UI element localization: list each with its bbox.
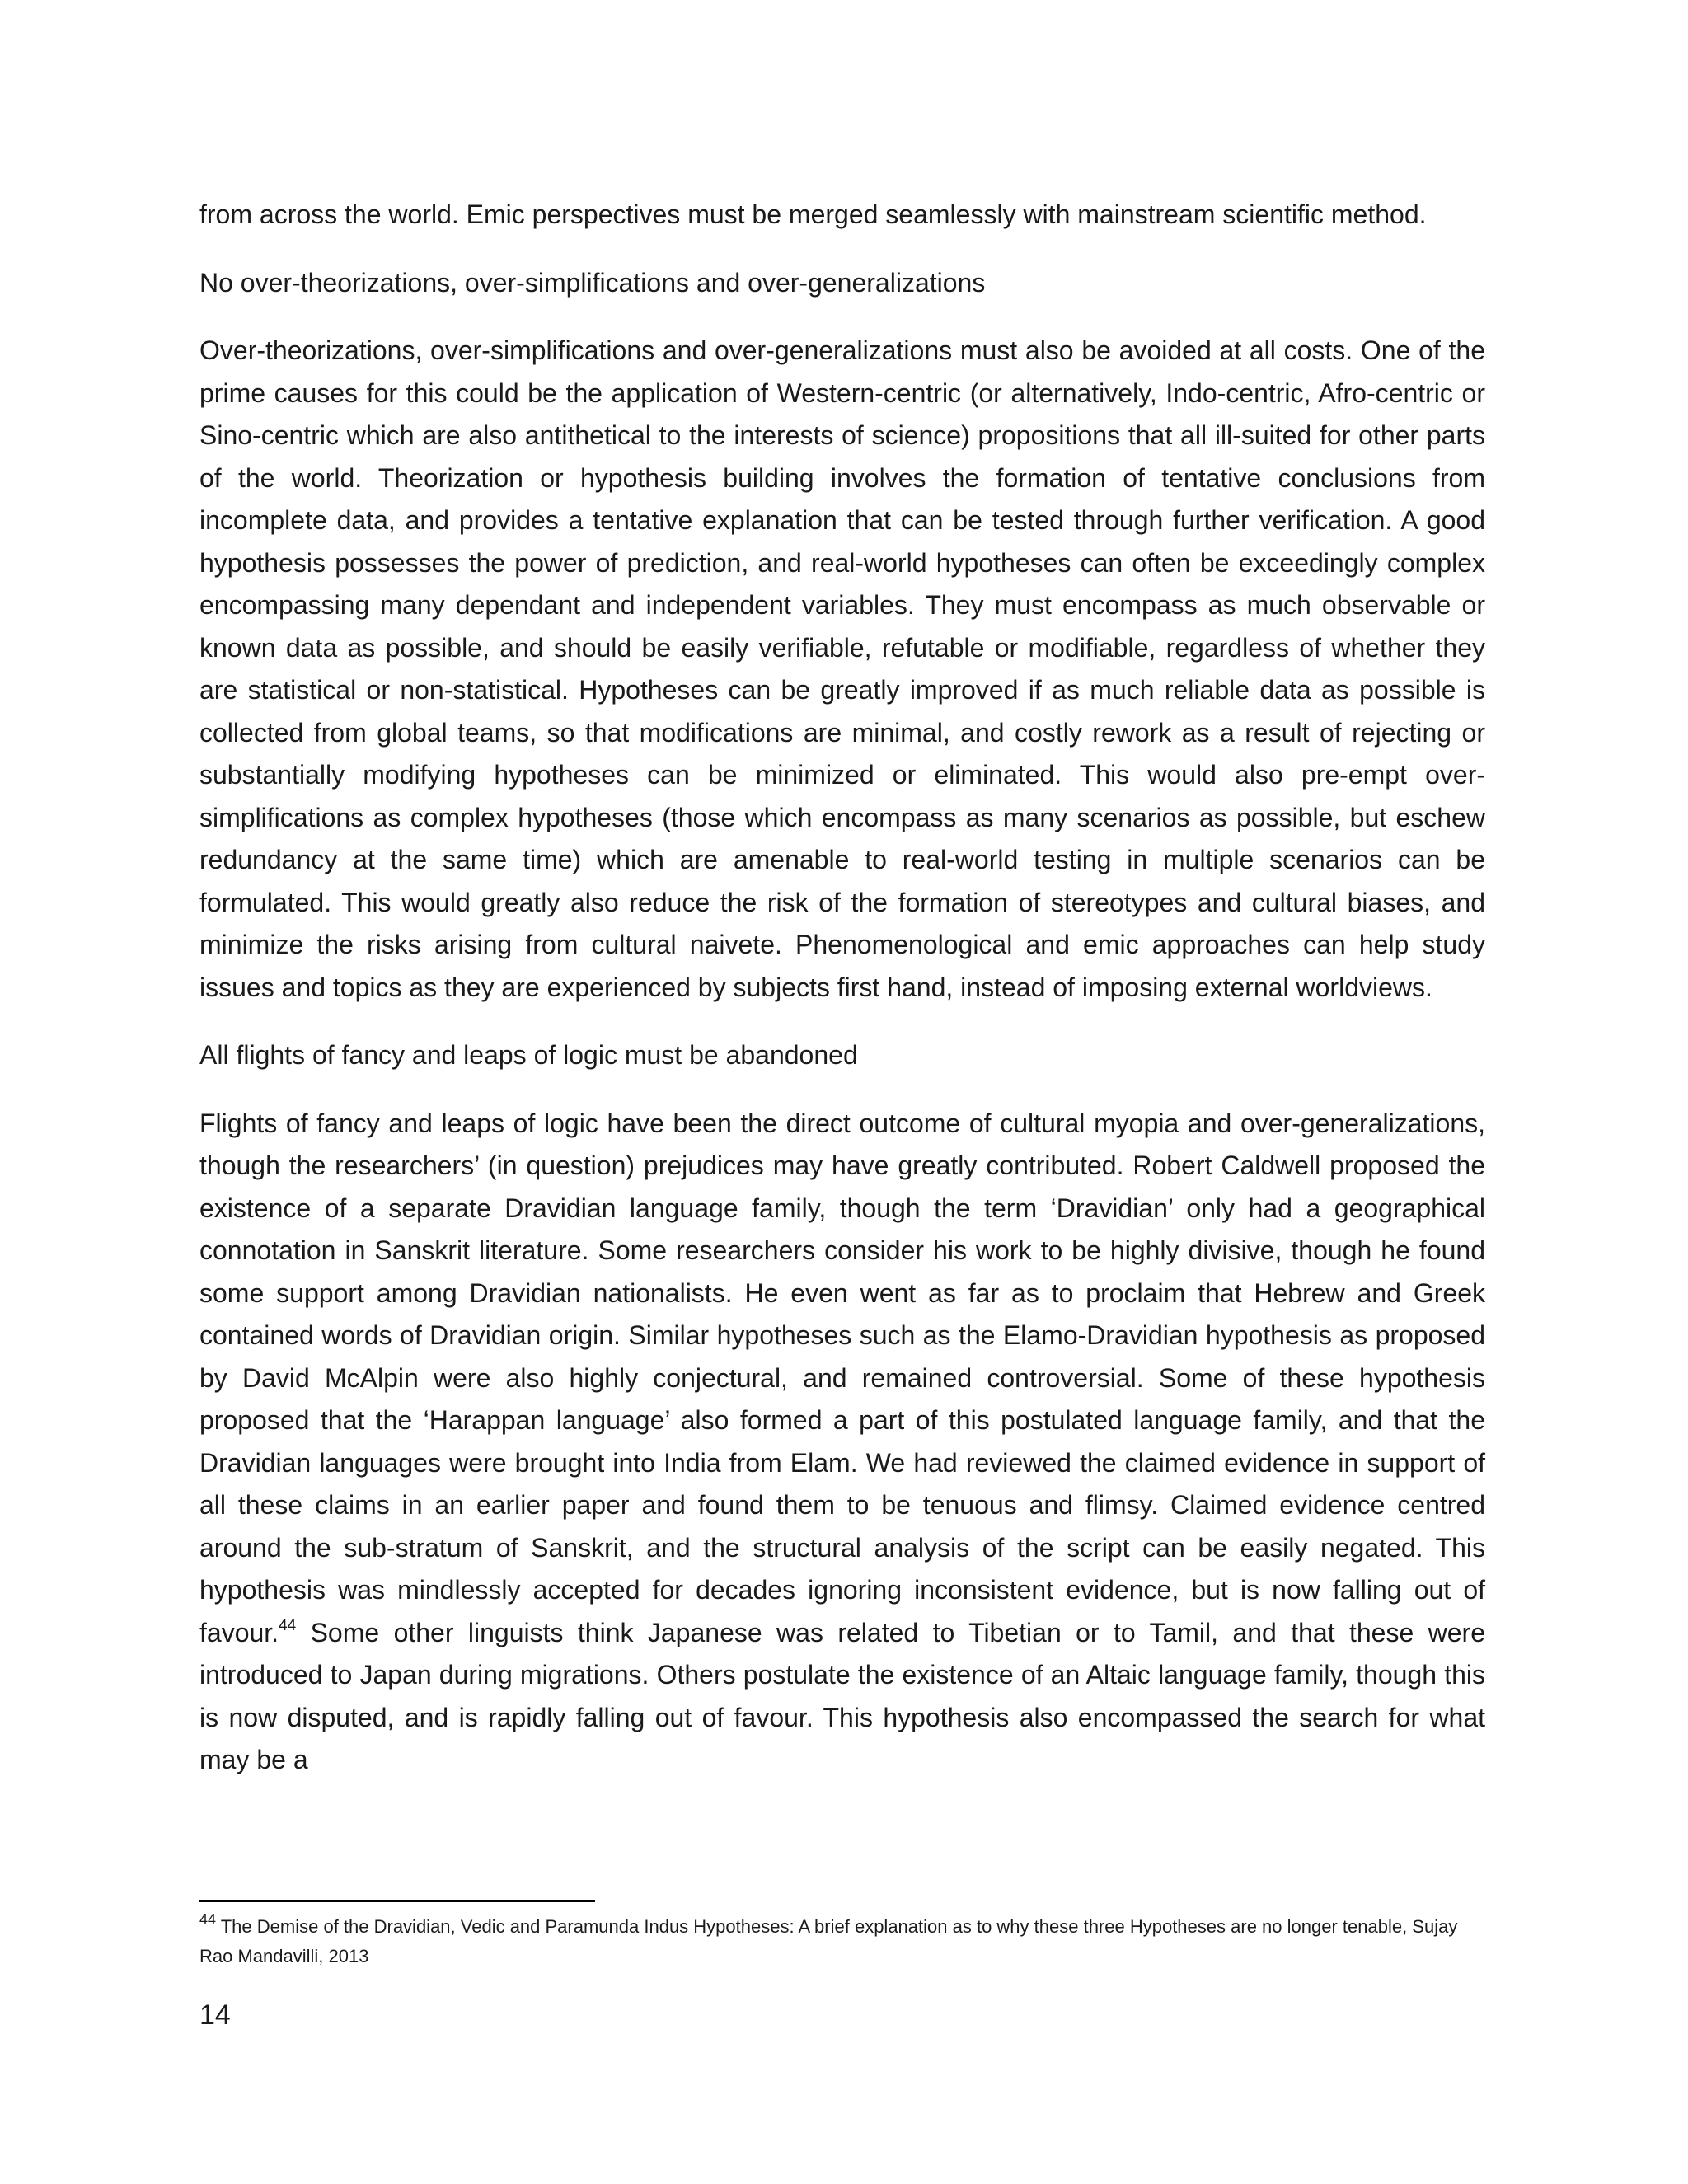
- paragraph-over-theorizations: Over-theorizations, over-simplifications and over-generalizations must also be avoided at all costs. One of the prime causes for this could be the application of Western-centric (or alternatively, Indo-centric, Afro-centric or Sino-centric which are also antithetical to the interests of science) propositions that all ill-suited for other parts of the world. Theorization or hypothesis building involves the formation of tentative conclusions from incomplete data, and provides a tentative explanation that can be tested through further verification. A good hypothesis possesses the power of prediction, and real-world hypotheses can often be exceedingly complex encompassing many dependant and independent variables. They must encompass as much observable or known data as possible, and should be easily verifiable, refutable or modifiable, regardless of whether they are statistical or non-statistical. Hypotheses can be greatly improved if as much reliable data as possible is collected from global teams, so that modifications are minimal, and costly rework as a result of rejecting or substantially modifying hypotheses can be minimized or eliminated. This would also pre-empt over-simplifications as complex hypotheses (those which encompass as many scenarios as possible, but eschew redundancy at the same time) which are amenable to real-world testing in multiple scenarios can be formulated. This would greatly also reduce the risk of the formation of stereotypes and cultural biases, and minimize the risks arising from cultural naivete. Phenomenological and emic approaches can help study issues and topics as they are experienced by subjects first hand, instead of imposing external worldviews.: [199, 335, 1485, 1002]
- footnote-marker: 44: [199, 1911, 217, 1928]
- footnote: [199, 1912, 1485, 1971]
- paragraph-text-part1: Flights of fancy and leaps of logic have been the direct outcome of cultural myopia and over-generalizations, though the researchers’ (in question) prejudices may have greatly contributed. Robert Caldwell proposed the existence of a separate Dravidian language family, though the term ‘Dravidian’ only had a geographical connotation in Sanskrit literature. Some researchers consider his work to be highly divisive, though he found some support among Dravidian nationalists. He even went as far as to proclaim that Hebrew and Greek contained words of Dravidian origin. Similar hypotheses such as the Elamo-Dravidian hypothesis as proposed by David McAlpin were also highly conjectural, and remained controversial. Some of these hypothesis proposed that the ‘Harappan language’ also formed a part of this postulated language family, and that the Dravidian languages were brought into India from Elam. We had reviewed the claimed evidence in support of all these claims in an earlier paper and found them to be tenuous and flimsy. Claimed evidence centred around the sub-stratum of Sanskrit, and the structural analysis of the script can be easily negated. This hypothesis was mindlessly accepted for decades ignoring inconsistent evidence, but is now falling out of favour.: [199, 1108, 1485, 1647]
- footnote-text: The Demise of the Dravidian, Vedic and Paramunda Indus Hypotheses: A brief explanation as to why these three Hypotheses are no longer tenable, Sujay Rao Mandavilli, 2013: [199, 1916, 1458, 1966]
- footnote-reference[interactable]: 44: [279, 1616, 297, 1634]
- section-heading-over-theorizations: No over-theorizations, over-simplifications and over-generalizations: [199, 267, 986, 298]
- paragraph-text-part2: Some other linguists think Japanese was related to Tibetian or to Tamil, and that these were introduced to Japan during migrations. Others postulate the existence of an Altaic language family, though this is now disputed, and is rapidly falling out of favour. This hypothesis also encompassed the search for what may be a: [199, 1617, 1485, 1774]
- page-body: [199, 194, 1485, 1782]
- page-number: 14: [199, 1999, 231, 2031]
- paragraph-flights-of-fancy: [199, 1103, 1485, 1782]
- paragraph-continuation: from across the world. Emic perspectives must be merged seamlessly with mainstream scientific method.: [199, 199, 1427, 229]
- section-heading-flights-of-fancy: All flights of fancy and leaps of logic must be abandoned: [199, 1040, 858, 1070]
- footnote-separator: [199, 1900, 595, 1902]
